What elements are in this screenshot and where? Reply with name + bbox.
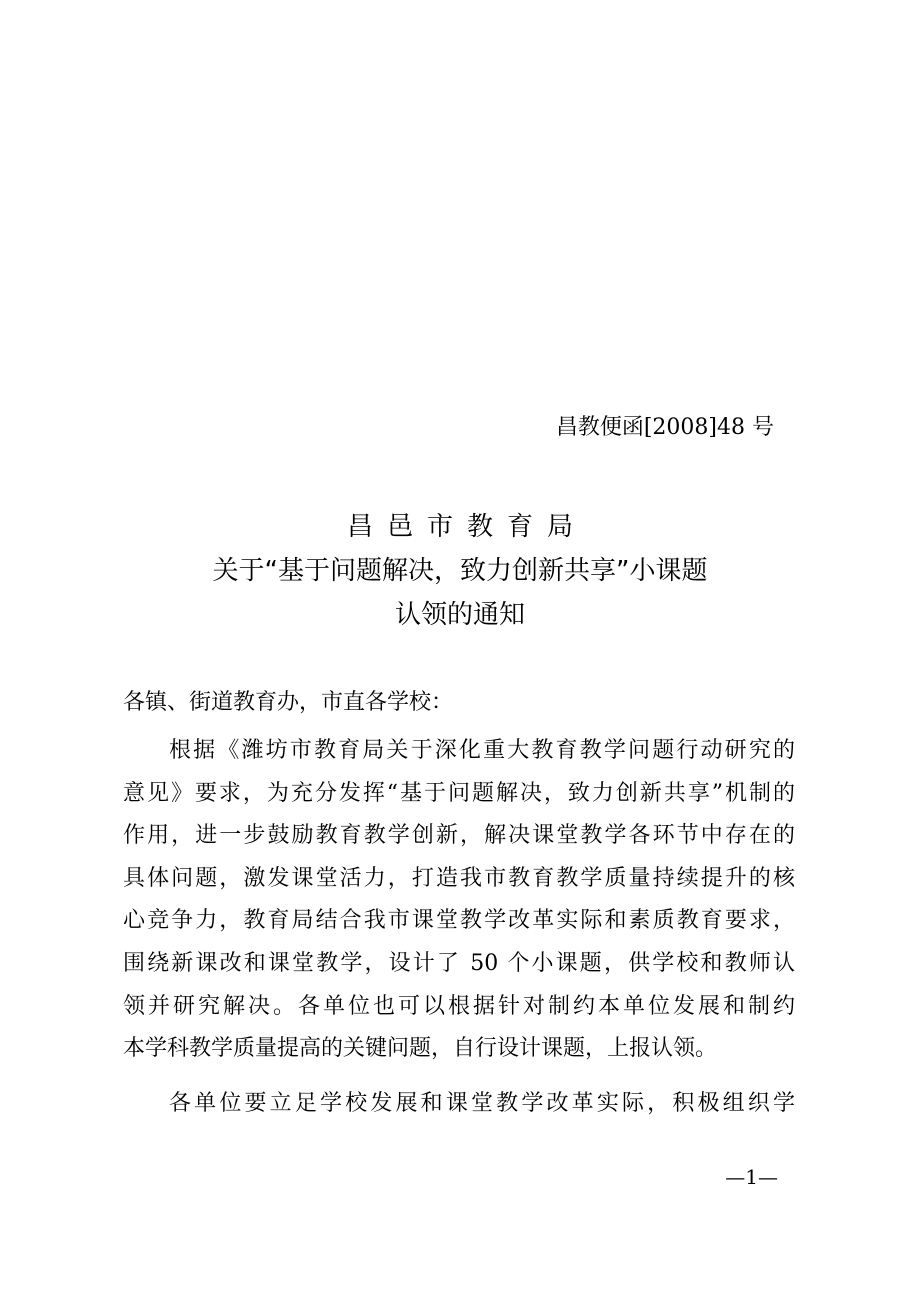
paragraph-line: 心竞争力，教育局结合我市课堂教学改革实际和素质教育要求， bbox=[123, 908, 795, 934]
paragraph-line: 本学科教学质量提高的关键问题，自行设计课题，上报认领。 bbox=[123, 1036, 718, 1062]
paragraph-line: 作用，进一步鼓励教育教学创新，解决课堂教学各环节中存在的 bbox=[123, 823, 795, 849]
paragraph-line: 领并研究解决。各单位也可以根据针对制约本单位发展和制约 bbox=[123, 993, 795, 1019]
salutation: 各镇、街道教育办，市直各学校： bbox=[123, 690, 454, 715]
title-issuing-organization: 昌邑市教育局 bbox=[346, 512, 587, 542]
paragraph-line: 各单位要立足学校发展和课堂教学改革实际，积极组织学 bbox=[169, 1090, 795, 1116]
paragraph-line: 意见》要求，为充分发挥“基于问题解决，致力创新共享”机制的 bbox=[123, 780, 795, 806]
paragraph-2 bbox=[123, 1083, 795, 1126]
title-subject: 关于“基于问题解决，致力创新共享”小课题 bbox=[212, 556, 708, 586]
paragraph-line: 围绕新课改和课堂教学，设计了 50 个小课题，供学校和教师认 bbox=[123, 950, 795, 976]
page-number: —1— bbox=[725, 1165, 778, 1189]
body-text bbox=[123, 730, 795, 1125]
document-title bbox=[0, 505, 920, 637]
paragraph-line: 具体问题，激发课堂活力，打造我市教育教学质量持续提升的核 bbox=[123, 865, 795, 891]
title-notice-type: 认领的通知 bbox=[394, 600, 525, 630]
document-number: 昌教便函[2008]48 号 bbox=[555, 415, 774, 440]
paragraph-line: 根据《潍坊市教育局关于深化重大教育教学问题行动研究的 bbox=[169, 738, 795, 763]
paragraph-1 bbox=[123, 730, 795, 1071]
